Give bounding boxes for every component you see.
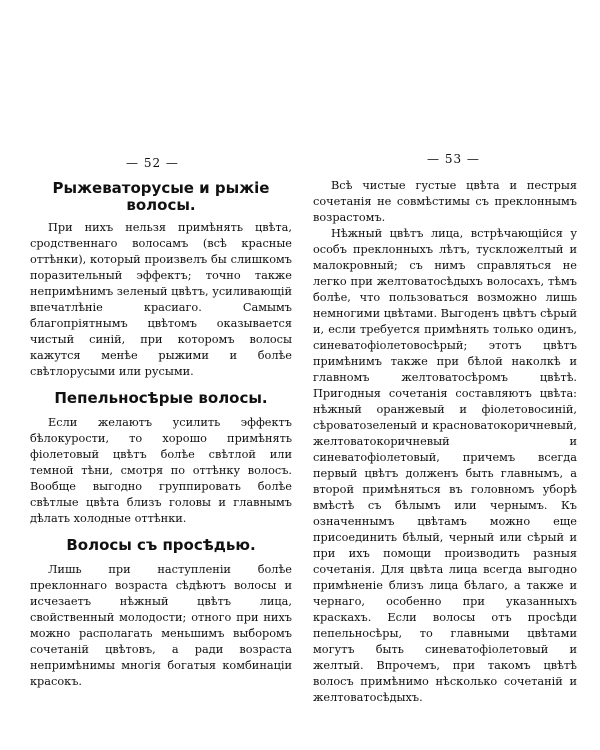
section-heading-ash-grey-hair: Пепельносѣрые волосы.: [54, 389, 268, 407]
right-page-text: [313, 178, 577, 706]
paragraph-complexion: Нѣжный цвѣтъ лица, встрѣчающійся у особъ преклонныхъ лѣтъ, тускложелтый и малокровный; съ нимъ справляться не легко при желтоватосѣдыхъ волосахъ, тѣмъ болѣе, что пользоваться возможно лишь немногими цвѣтами. Выгоденъ цвѣтъ сѣрый и, если требуется примѣнять только одинъ, синеватофіолетовосѣрый; этотъ цвѣтъ примѣнимъ также при бѣлой наколкѣ и главномъ желтоватосѣромъ цвѣтѣ. Пригодныя сочетанія составляютъ цвѣта: нѣжный оранжевый и фіолетовосиній, сѣроватозеленый и красноватокоричневый, желтоватокоричневый и синеватофіолетовый, причемъ всегда первый цвѣтъ долженъ быть главнымъ, а второй примѣняться въ головномъ уборѣ вмѣстѣ съ бѣлымъ или чернымъ. Къ означеннымъ цвѣтамъ можно еще присоединить бѣлый, черный или сѣрый и при ихъ помощи производить разныя сочетанія. Для цвѣта лица всегда выгодно примѣненіе близъ лица бѣлаго, а также и чернаго, особенно при указанныхъ краскахъ. Если волосы отъ просѣди пепельносѣры, то главными цвѣтами могутъ быть синеватофіолетовый и желтый. Впрочемъ, при такомъ цвѣтѣ волосъ примѣнимо нѣсколько сочетаній и желтоватосѣдыхъ.: [313, 227, 577, 704]
page-number-right: — 53 —: [427, 152, 480, 166]
paragraph-pure-colors: Всѣ чистые густые цвѣта и пестрыя сочетанія не совмѣстимы съ преклоннымъ возрастомъ.: [313, 179, 577, 224]
page-number-left: — 52 —: [126, 156, 179, 170]
section-heading-red-hair: Рыжеваторусые и рыжіе волосы.: [52, 179, 270, 214]
paragraph-greying-hair: Лишь при наступленіи болѣе преклоннаго возраста сѣдѣютъ волосы и исчезаетъ нѣжный цвѣтъ лица, свойственный молодости; отного при нихъ можно располагать меньшимъ выборомъ сочетаній цвѣтовъ, а ради возраста непримѣнимы многія богатыя комбинаціи красокъ.: [30, 563, 292, 688]
left-page-text: [30, 180, 292, 690]
paragraph-red-hair: При нихъ нельзя примѣнять цвѣта, сродственнаго волосамъ (всѣ красные оттѣнки), который произвелъ бы слишкомъ поразительный эффектъ; точно также непримѣнимъ зеленый цвѣтъ, усиливающій впечатлѣніе красиаго. Самымъ благопріятнымъ цвѣтомъ оказывается чистый синій, при которомъ волосы кажутся менѣе рыжими и болѣе свѣтлорусыми или русыми.: [30, 221, 292, 378]
section-heading-greying-hair: Волосы съ просѣдью.: [66, 536, 256, 554]
paragraph-ash-grey-hair: Если желаютъ усилить эффектъ бѣлокурости, то хорошо примѣнять фіолетовый цвѣтъ болѣе свѣтлой или темной тѣни, смотря по оттѣнку волосъ. Вообще выгодно группировать болѣе свѣтлые цвѣта близъ головы и главнымъ дѣлать холодные оттѣнки.: [30, 416, 292, 525]
